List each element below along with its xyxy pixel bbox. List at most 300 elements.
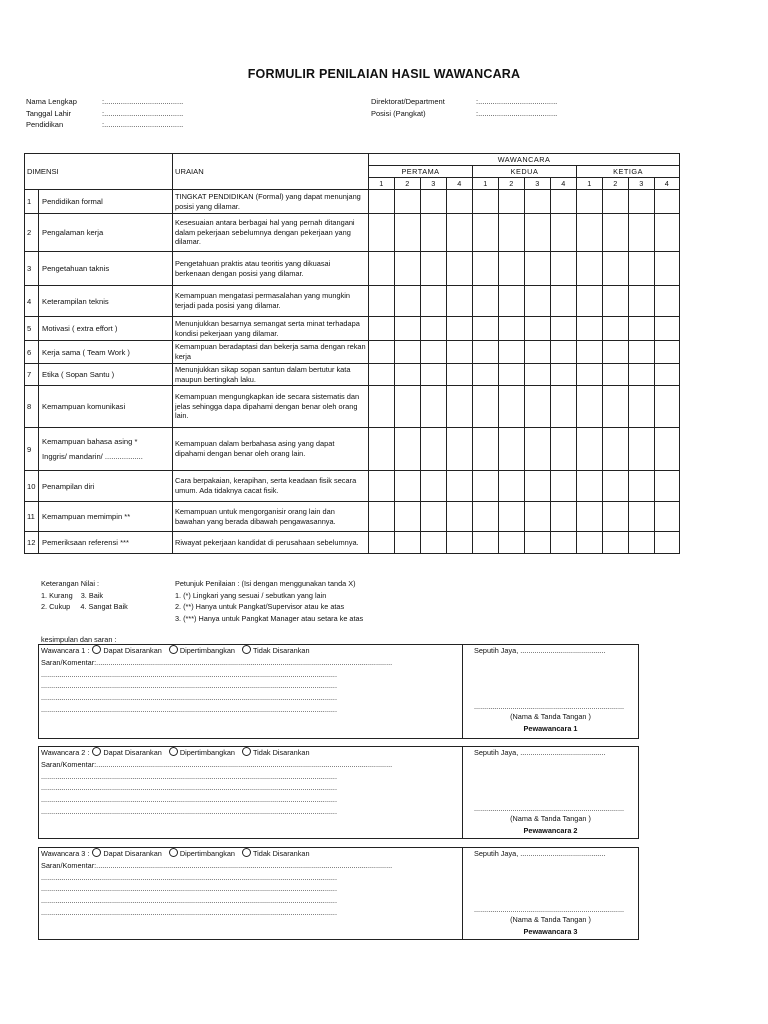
- table-row: [25, 532, 680, 554]
- score-cell[interactable]: [447, 214, 473, 252]
- score-cell[interactable]: [577, 364, 603, 386]
- sign-place: Seputih Jaya, ..........................................: [474, 748, 606, 757]
- score-cell[interactable]: [629, 214, 655, 252]
- row-dimensi: Pengalaman kerja: [39, 214, 173, 252]
- row-uraian: Kemampuan untuk mengorganisir orang lain dan bawahan yang berada dibawah pengawasannya.: [173, 502, 369, 532]
- row-dimensi: Pengetahuan taknis: [39, 252, 173, 286]
- score-header-cell: 3: [629, 178, 655, 190]
- radio-icon[interactable]: [92, 747, 101, 756]
- row-uraian: Kemampuan mengatasi permasalahan yang mungkin terjadi pada posisi yang dilamar.: [173, 286, 369, 317]
- header-right-labels: [371, 96, 445, 119]
- row-number: 12: [25, 532, 39, 554]
- header-right-values: [476, 96, 557, 119]
- score-cell[interactable]: [577, 317, 603, 341]
- interview-options-line: [39, 848, 462, 860]
- row-number: 7: [25, 364, 39, 386]
- comment-line[interactable]: ..................................................................................................................................................: [41, 693, 337, 703]
- score-cell[interactable]: [577, 502, 603, 532]
- interview-label: Wawancara 1 :: [41, 646, 90, 655]
- option-label[interactable]: Dapat Disarankan: [103, 748, 162, 757]
- score-cell[interactable]: [473, 214, 499, 252]
- score-cell[interactable]: [369, 532, 395, 554]
- row-dimensi: Pemeriksaan referensi ***: [39, 532, 173, 554]
- score-cell[interactable]: [499, 364, 525, 386]
- radio-icon[interactable]: [92, 645, 101, 654]
- signer-label: Pewawancara 2: [523, 826, 578, 835]
- score-cell[interactable]: [499, 471, 525, 502]
- tanggal-lahir-field[interactable]: :......................................: [102, 108, 184, 118]
- sign-place: Seputih Jaya, ..........................................: [474, 646, 606, 655]
- radio-icon[interactable]: [242, 747, 251, 756]
- score-cell[interactable]: [369, 190, 395, 214]
- pendidikan-field[interactable]: :......................................: [102, 120, 184, 129]
- score-cell[interactable]: [603, 252, 629, 286]
- row-dimensi-line: Kemampuan bahasa asing *: [42, 437, 138, 446]
- score-header-cell: 4: [655, 178, 680, 190]
- row-number: 9: [25, 428, 39, 471]
- score-cell[interactable]: [525, 317, 551, 341]
- row-number: 8: [25, 386, 39, 428]
- score-cell[interactable]: [447, 428, 473, 471]
- comment-line[interactable]: ..................................................................................................................................................: [41, 872, 337, 882]
- table-row: [25, 428, 680, 471]
- signature-area: [463, 747, 638, 838]
- row-dimensi: Motivasi ( extra effort ): [39, 317, 173, 341]
- score-cell[interactable]: [577, 532, 603, 554]
- option-label[interactable]: Dapat Disarankan: [103, 849, 162, 858]
- score-cell[interactable]: [655, 532, 680, 554]
- option-label[interactable]: Dipertimbangkan: [179, 646, 235, 655]
- score-header-cell: 2: [603, 178, 629, 190]
- score-cell[interactable]: [551, 190, 577, 214]
- interview-comment-area: [39, 645, 463, 738]
- row-dimensi-line: Inggris/ mandarin/ ..................: [42, 452, 143, 461]
- score-cell[interactable]: [369, 252, 395, 286]
- score-cell[interactable]: [655, 386, 680, 428]
- row-uraian: Pengetahuan praktis atau teoritis yang dikuasai berkenaan dengan posisi yang dilamar.: [173, 252, 369, 286]
- score-cell[interactable]: [395, 341, 421, 364]
- score-cell[interactable]: [655, 341, 680, 364]
- row-dimensi: [39, 428, 173, 471]
- score-cell[interactable]: [551, 286, 577, 317]
- row-dimensi: Kemampuan komunikasi: [39, 386, 173, 428]
- score-cell[interactable]: [473, 428, 499, 471]
- score-cell[interactable]: [421, 252, 447, 286]
- signature-area: [463, 645, 638, 738]
- score-cell[interactable]: [499, 532, 525, 554]
- score-cell[interactable]: [447, 386, 473, 428]
- score-cell[interactable]: [421, 502, 447, 532]
- score-cell[interactable]: [629, 471, 655, 502]
- dotted-line: ..................................................................................................................................................: [96, 657, 393, 667]
- score-cell[interactable]: [551, 502, 577, 532]
- score-cell[interactable]: [551, 341, 577, 364]
- comment-line[interactable]: ..................................................................................................................................................: [41, 795, 337, 805]
- comment-line[interactable]: ..................................................................................................................................................: [41, 783, 337, 793]
- score-cell[interactable]: [499, 317, 525, 341]
- score-cell[interactable]: [551, 428, 577, 471]
- score-cell[interactable]: [473, 190, 499, 214]
- score-header-cell: 1: [473, 178, 499, 190]
- score-cell[interactable]: [629, 317, 655, 341]
- row-uraian: Riwayat pekerjaan kandidat di perusahaan sebelumnya.: [173, 532, 369, 554]
- score-cell[interactable]: [499, 502, 525, 532]
- option-label[interactable]: Tidak Disarankan: [253, 646, 310, 655]
- table-row: [25, 386, 680, 428]
- saran-label: Saran/Komentar:: [41, 860, 97, 870]
- row-dimensi: Penampilan diri: [39, 471, 173, 502]
- table-row: [25, 252, 680, 286]
- score-cell[interactable]: [421, 190, 447, 214]
- score-cell[interactable]: [525, 532, 551, 554]
- table-row: [25, 214, 680, 252]
- score-cell[interactable]: [395, 532, 421, 554]
- interview-box: [38, 746, 639, 839]
- row-uraian: Kemampuan mengungkapkan ide secara sistematis dan jelas sehingga dapa dipahami dengan benar oleh orang lain.: [173, 386, 369, 428]
- score-cell[interactable]: [473, 286, 499, 317]
- score-cell[interactable]: [655, 317, 680, 341]
- sign-caption: (Nama & Tanda Tangan ): [510, 712, 591, 721]
- option-label[interactable]: Dipertimbangkan: [179, 748, 235, 757]
- score-cell[interactable]: [551, 386, 577, 428]
- score-cell[interactable]: [525, 386, 551, 428]
- radio-icon[interactable]: [242, 848, 251, 857]
- score-cell[interactable]: [395, 214, 421, 252]
- score-cell[interactable]: [603, 386, 629, 428]
- score-cell[interactable]: [525, 341, 551, 364]
- interview-box: [38, 644, 639, 739]
- keterangan-line-1: 1. Kurang 3. Baik: [41, 590, 104, 600]
- saran-line[interactable]: [39, 657, 462, 669]
- row-uraian: Kemampuan beradaptasi dan bekerja sama dengan rekan kerja: [173, 341, 369, 364]
- table-row: [25, 286, 680, 317]
- score-cell[interactable]: [421, 532, 447, 554]
- score-cell[interactable]: [551, 317, 577, 341]
- table-row: [25, 341, 680, 364]
- score-cell[interactable]: [655, 190, 680, 214]
- score-cell[interactable]: [421, 317, 447, 341]
- score-cell[interactable]: [655, 286, 680, 317]
- interview-label: Wawancara 2 :: [41, 748, 90, 757]
- score-cell[interactable]: [629, 502, 655, 532]
- option-label[interactable]: Tidak Disarankan: [253, 849, 310, 858]
- score-cell[interactable]: [525, 252, 551, 286]
- keterangan-line-2: 2. Cukup 4. Sangat Baik: [41, 602, 128, 611]
- nama-label: Nama Lengkap: [26, 97, 77, 106]
- score-cell[interactable]: [629, 428, 655, 471]
- interview-options-line: [39, 747, 462, 759]
- dimensi-header: DIMENSI: [25, 154, 173, 190]
- comment-line[interactable]: ..................................................................................................................................................: [41, 704, 337, 714]
- score-cell[interactable]: [369, 386, 395, 428]
- score-cell[interactable]: [603, 341, 629, 364]
- row-uraian: Cara berpakaian, kerapihan, serta keadaan fisik secara umum. Ada tidaknya cacat fisik.: [173, 471, 369, 502]
- comment-line[interactable]: ..................................................................................................................................................: [41, 806, 337, 816]
- score-cell[interactable]: [655, 428, 680, 471]
- score-cell[interactable]: [577, 214, 603, 252]
- score-cell[interactable]: [473, 341, 499, 364]
- direktorat-field[interactable]: :......................................: [476, 97, 558, 106]
- pendidikan-label: Pendidikan: [26, 120, 64, 129]
- score-cell[interactable]: [525, 428, 551, 471]
- row-number: 4: [25, 286, 39, 317]
- score-cell[interactable]: [395, 502, 421, 532]
- score-cell[interactable]: [369, 214, 395, 252]
- petunjuk-line-2: 2. (**) Hanya untuk Pangkat/Supervisor atau ke atas: [175, 602, 345, 611]
- row-uraian: Menunjukkan sikap sopan santun dalam bertutur kata maupun bertingkah laku.: [173, 364, 369, 386]
- score-cell[interactable]: [473, 502, 499, 532]
- sign-place: Seputih Jaya, ..........................................: [474, 849, 606, 858]
- assessment-table: [24, 153, 680, 554]
- score-cell[interactable]: [395, 317, 421, 341]
- score-cell[interactable]: [603, 428, 629, 471]
- wawancara-header: WAWANCARA: [369, 154, 680, 166]
- signature-line[interactable]: ..........................................................................: [474, 702, 625, 711]
- score-cell[interactable]: [629, 252, 655, 286]
- score-cell[interactable]: [395, 252, 421, 286]
- score-cell[interactable]: [369, 317, 395, 341]
- petunjuk-line-3: 3. (***) Hanya untuk Pangkat Manager atau setara ke atas: [175, 613, 364, 623]
- comment-line[interactable]: ..................................................................................................................................................: [41, 896, 337, 906]
- signature-area: [463, 848, 638, 939]
- signature-line[interactable]: ..........................................................................: [474, 804, 625, 813]
- score-header-cell: 2: [395, 178, 421, 190]
- comment-line[interactable]: ..................................................................................................................................................: [41, 681, 337, 691]
- sign-caption: (Nama & Tanda Tangan ): [510, 814, 591, 823]
- score-cell[interactable]: [629, 341, 655, 364]
- score-cell[interactable]: [525, 364, 551, 386]
- nama-field[interactable]: :......................................: [102, 97, 184, 106]
- score-header-cell: 3: [525, 178, 551, 190]
- score-cell[interactable]: [551, 214, 577, 252]
- tanggal-lahir-label: Tanggal Lahir: [26, 108, 72, 118]
- score-cell[interactable]: [525, 214, 551, 252]
- dotted-line: ..................................................................................................................................................: [96, 860, 393, 870]
- score-header-cell: 4: [447, 178, 473, 190]
- sign-caption: (Nama & Tanda Tangan ): [510, 915, 591, 924]
- score-cell[interactable]: [369, 502, 395, 532]
- score-cell[interactable]: [525, 502, 551, 532]
- score-header-cell: 1: [577, 178, 603, 190]
- row-dimensi: Kemampuan memimpin **: [39, 502, 173, 532]
- score-cell[interactable]: [603, 471, 629, 502]
- score-cell[interactable]: [577, 471, 603, 502]
- score-cell[interactable]: [551, 252, 577, 286]
- score-cell[interactable]: [655, 252, 680, 286]
- score-cell[interactable]: [577, 386, 603, 428]
- score-header-cell: 3: [421, 178, 447, 190]
- score-header-cell: 2: [499, 178, 525, 190]
- score-cell[interactable]: [395, 471, 421, 502]
- row-number: 2: [25, 214, 39, 252]
- saran-label: Saran/Komentar:: [41, 657, 97, 667]
- direktorat-label: Direktorat/Department: [371, 97, 445, 106]
- row-dimensi: Pendidikan formal: [39, 190, 173, 214]
- score-cell[interactable]: [395, 286, 421, 317]
- score-cell[interactable]: [447, 532, 473, 554]
- dotted-line: ..................................................................................................................................................: [96, 759, 393, 769]
- score-cell[interactable]: [369, 471, 395, 502]
- score-cell[interactable]: [629, 386, 655, 428]
- score-cell[interactable]: [421, 341, 447, 364]
- row-uraian: TINGKAT PENDIDIKAN (Formal) yang dapat menunjang posisi yang dilamar.: [173, 190, 369, 214]
- saran-line[interactable]: [39, 860, 462, 872]
- score-cell[interactable]: [525, 286, 551, 317]
- score-cell[interactable]: [499, 386, 525, 428]
- radio-icon[interactable]: [169, 747, 178, 756]
- header-left-values: [102, 96, 183, 131]
- score-cell[interactable]: [369, 341, 395, 364]
- posisi-field[interactable]: :......................................: [476, 108, 558, 118]
- score-cell[interactable]: [473, 386, 499, 428]
- comment-line[interactable]: ..................................................................................................................................................: [41, 907, 337, 917]
- score-cell[interactable]: [421, 386, 447, 428]
- score-cell[interactable]: [577, 286, 603, 317]
- table-row: [25, 471, 680, 502]
- score-cell[interactable]: [603, 502, 629, 532]
- comment-line[interactable]: ..................................................................................................................................................: [41, 771, 337, 781]
- score-cell[interactable]: [395, 364, 421, 386]
- score-cell[interactable]: [603, 532, 629, 554]
- score-cell[interactable]: [629, 364, 655, 386]
- radio-icon[interactable]: [169, 645, 178, 654]
- score-cell[interactable]: [603, 317, 629, 341]
- interview-label: Wawancara 3 :: [41, 849, 90, 858]
- score-cell[interactable]: [577, 428, 603, 471]
- row-dimensi: Etika ( Sopan Santu ): [39, 364, 173, 386]
- keterangan-nilai: [41, 578, 128, 613]
- row-uraian: Menunjukkan besarnya semangat serta minat terhadapa kondisi pekerjaan yang dilamar.: [173, 317, 369, 341]
- score-cell[interactable]: [551, 532, 577, 554]
- score-cell[interactable]: [473, 471, 499, 502]
- round-ketiga-header: KETIGA: [577, 166, 680, 178]
- option-label[interactable]: Dipertimbangkan: [179, 849, 235, 858]
- radio-icon[interactable]: [242, 645, 251, 654]
- score-cell[interactable]: [447, 471, 473, 502]
- score-cell[interactable]: [473, 364, 499, 386]
- kesimpulan-label: kesimpulan dan saran :: [41, 635, 117, 644]
- comment-line[interactable]: ..................................................................................................................................................: [41, 884, 337, 894]
- score-cell[interactable]: [603, 214, 629, 252]
- score-cell[interactable]: [421, 364, 447, 386]
- score-cell[interactable]: [499, 286, 525, 317]
- score-cell[interactable]: [525, 190, 551, 214]
- interview-options-line: [39, 645, 462, 657]
- score-cell[interactable]: [369, 428, 395, 471]
- score-cell[interactable]: [499, 428, 525, 471]
- score-cell[interactable]: [655, 471, 680, 502]
- score-cell[interactable]: [499, 214, 525, 252]
- score-cell[interactable]: [447, 252, 473, 286]
- score-cell[interactable]: [421, 286, 447, 317]
- score-header-cell: 4: [551, 178, 577, 190]
- row-number: 5: [25, 317, 39, 341]
- round-pertama-header: PERTAMA: [369, 166, 473, 178]
- score-header-cell: 1: [369, 178, 395, 190]
- score-cell[interactable]: [629, 286, 655, 317]
- row-dimensi: Keterampilan teknis: [39, 286, 173, 317]
- score-cell[interactable]: [499, 252, 525, 286]
- score-cell[interactable]: [603, 286, 629, 317]
- score-cell[interactable]: [395, 386, 421, 428]
- posisi-label: Posisi (Pangkat): [371, 108, 426, 118]
- row-number: 1: [25, 190, 39, 214]
- score-cell[interactable]: [655, 502, 680, 532]
- header-left-labels: [26, 96, 77, 131]
- saran-line[interactable]: [39, 759, 462, 771]
- row-number: 11: [25, 502, 39, 532]
- comment-line[interactable]: ..................................................................................................................................................: [41, 669, 337, 679]
- score-cell[interactable]: [499, 341, 525, 364]
- row-number: 6: [25, 341, 39, 364]
- score-cell[interactable]: [421, 428, 447, 471]
- score-cell[interactable]: [629, 532, 655, 554]
- score-cell[interactable]: [551, 364, 577, 386]
- score-cell[interactable]: [447, 502, 473, 532]
- interview-box: [38, 847, 639, 940]
- score-cell[interactable]: [499, 190, 525, 214]
- signature-line[interactable]: ..........................................................................: [474, 905, 625, 914]
- uraian-header: URAIAN: [173, 154, 369, 190]
- score-cell[interactable]: [447, 317, 473, 341]
- form-title: FORMULIR PENILAIAN HASIL WAWANCARA: [247, 67, 521, 81]
- row-number: 3: [25, 252, 39, 286]
- round-kedua-header: KEDUA: [473, 166, 577, 178]
- table-row: [25, 190, 680, 214]
- score-cell[interactable]: [577, 341, 603, 364]
- score-cell[interactable]: [603, 190, 629, 214]
- score-cell[interactable]: [447, 190, 473, 214]
- score-cell[interactable]: [421, 214, 447, 252]
- row-uraian: Kesesuaian antara berbagai hal yang pernah ditangani dalam pekerjaan sebelumnya dengan pekerjaan yang dilamar.: [173, 214, 369, 252]
- petunjuk-penilaian: [175, 578, 363, 624]
- score-cell[interactable]: [395, 428, 421, 471]
- signer-label: Pewawancara 3: [523, 927, 578, 936]
- radio-icon[interactable]: [92, 848, 101, 857]
- radio-icon[interactable]: [169, 848, 178, 857]
- score-cell[interactable]: [603, 364, 629, 386]
- score-cell[interactable]: [577, 190, 603, 214]
- score-cell[interactable]: [473, 317, 499, 341]
- table-row: [25, 317, 680, 341]
- keterangan-title: Keterangan Nilai :: [41, 579, 100, 588]
- score-cell[interactable]: [629, 190, 655, 214]
- table-row: [25, 502, 680, 532]
- option-label[interactable]: Tidak Disarankan: [253, 748, 310, 757]
- score-cell[interactable]: [473, 532, 499, 554]
- score-cell[interactable]: [525, 471, 551, 502]
- option-label[interactable]: Dapat Disarankan: [103, 646, 162, 655]
- score-cell[interactable]: [551, 471, 577, 502]
- score-cell[interactable]: [421, 471, 447, 502]
- row-number: 10: [25, 471, 39, 502]
- score-cell[interactable]: [447, 341, 473, 364]
- score-cell[interactable]: [395, 190, 421, 214]
- interview-comment-area: [39, 848, 463, 939]
- interview-comment-area: [39, 747, 463, 838]
- score-cell[interactable]: [447, 364, 473, 386]
- petunjuk-line-1: 1. (*) Lingkari yang sesuai / sebutkan yang lain: [175, 590, 327, 600]
- score-cell[interactable]: [447, 286, 473, 317]
- row-dimensi: Kerja sama ( Team Work ): [39, 341, 173, 364]
- score-cell[interactable]: [577, 252, 603, 286]
- score-cell[interactable]: [369, 364, 395, 386]
- score-cell[interactable]: [369, 286, 395, 317]
- signer-label: Pewawancara 1: [523, 724, 578, 733]
- score-cell[interactable]: [655, 364, 680, 386]
- score-cell[interactable]: [473, 252, 499, 286]
- score-cell[interactable]: [655, 214, 680, 252]
